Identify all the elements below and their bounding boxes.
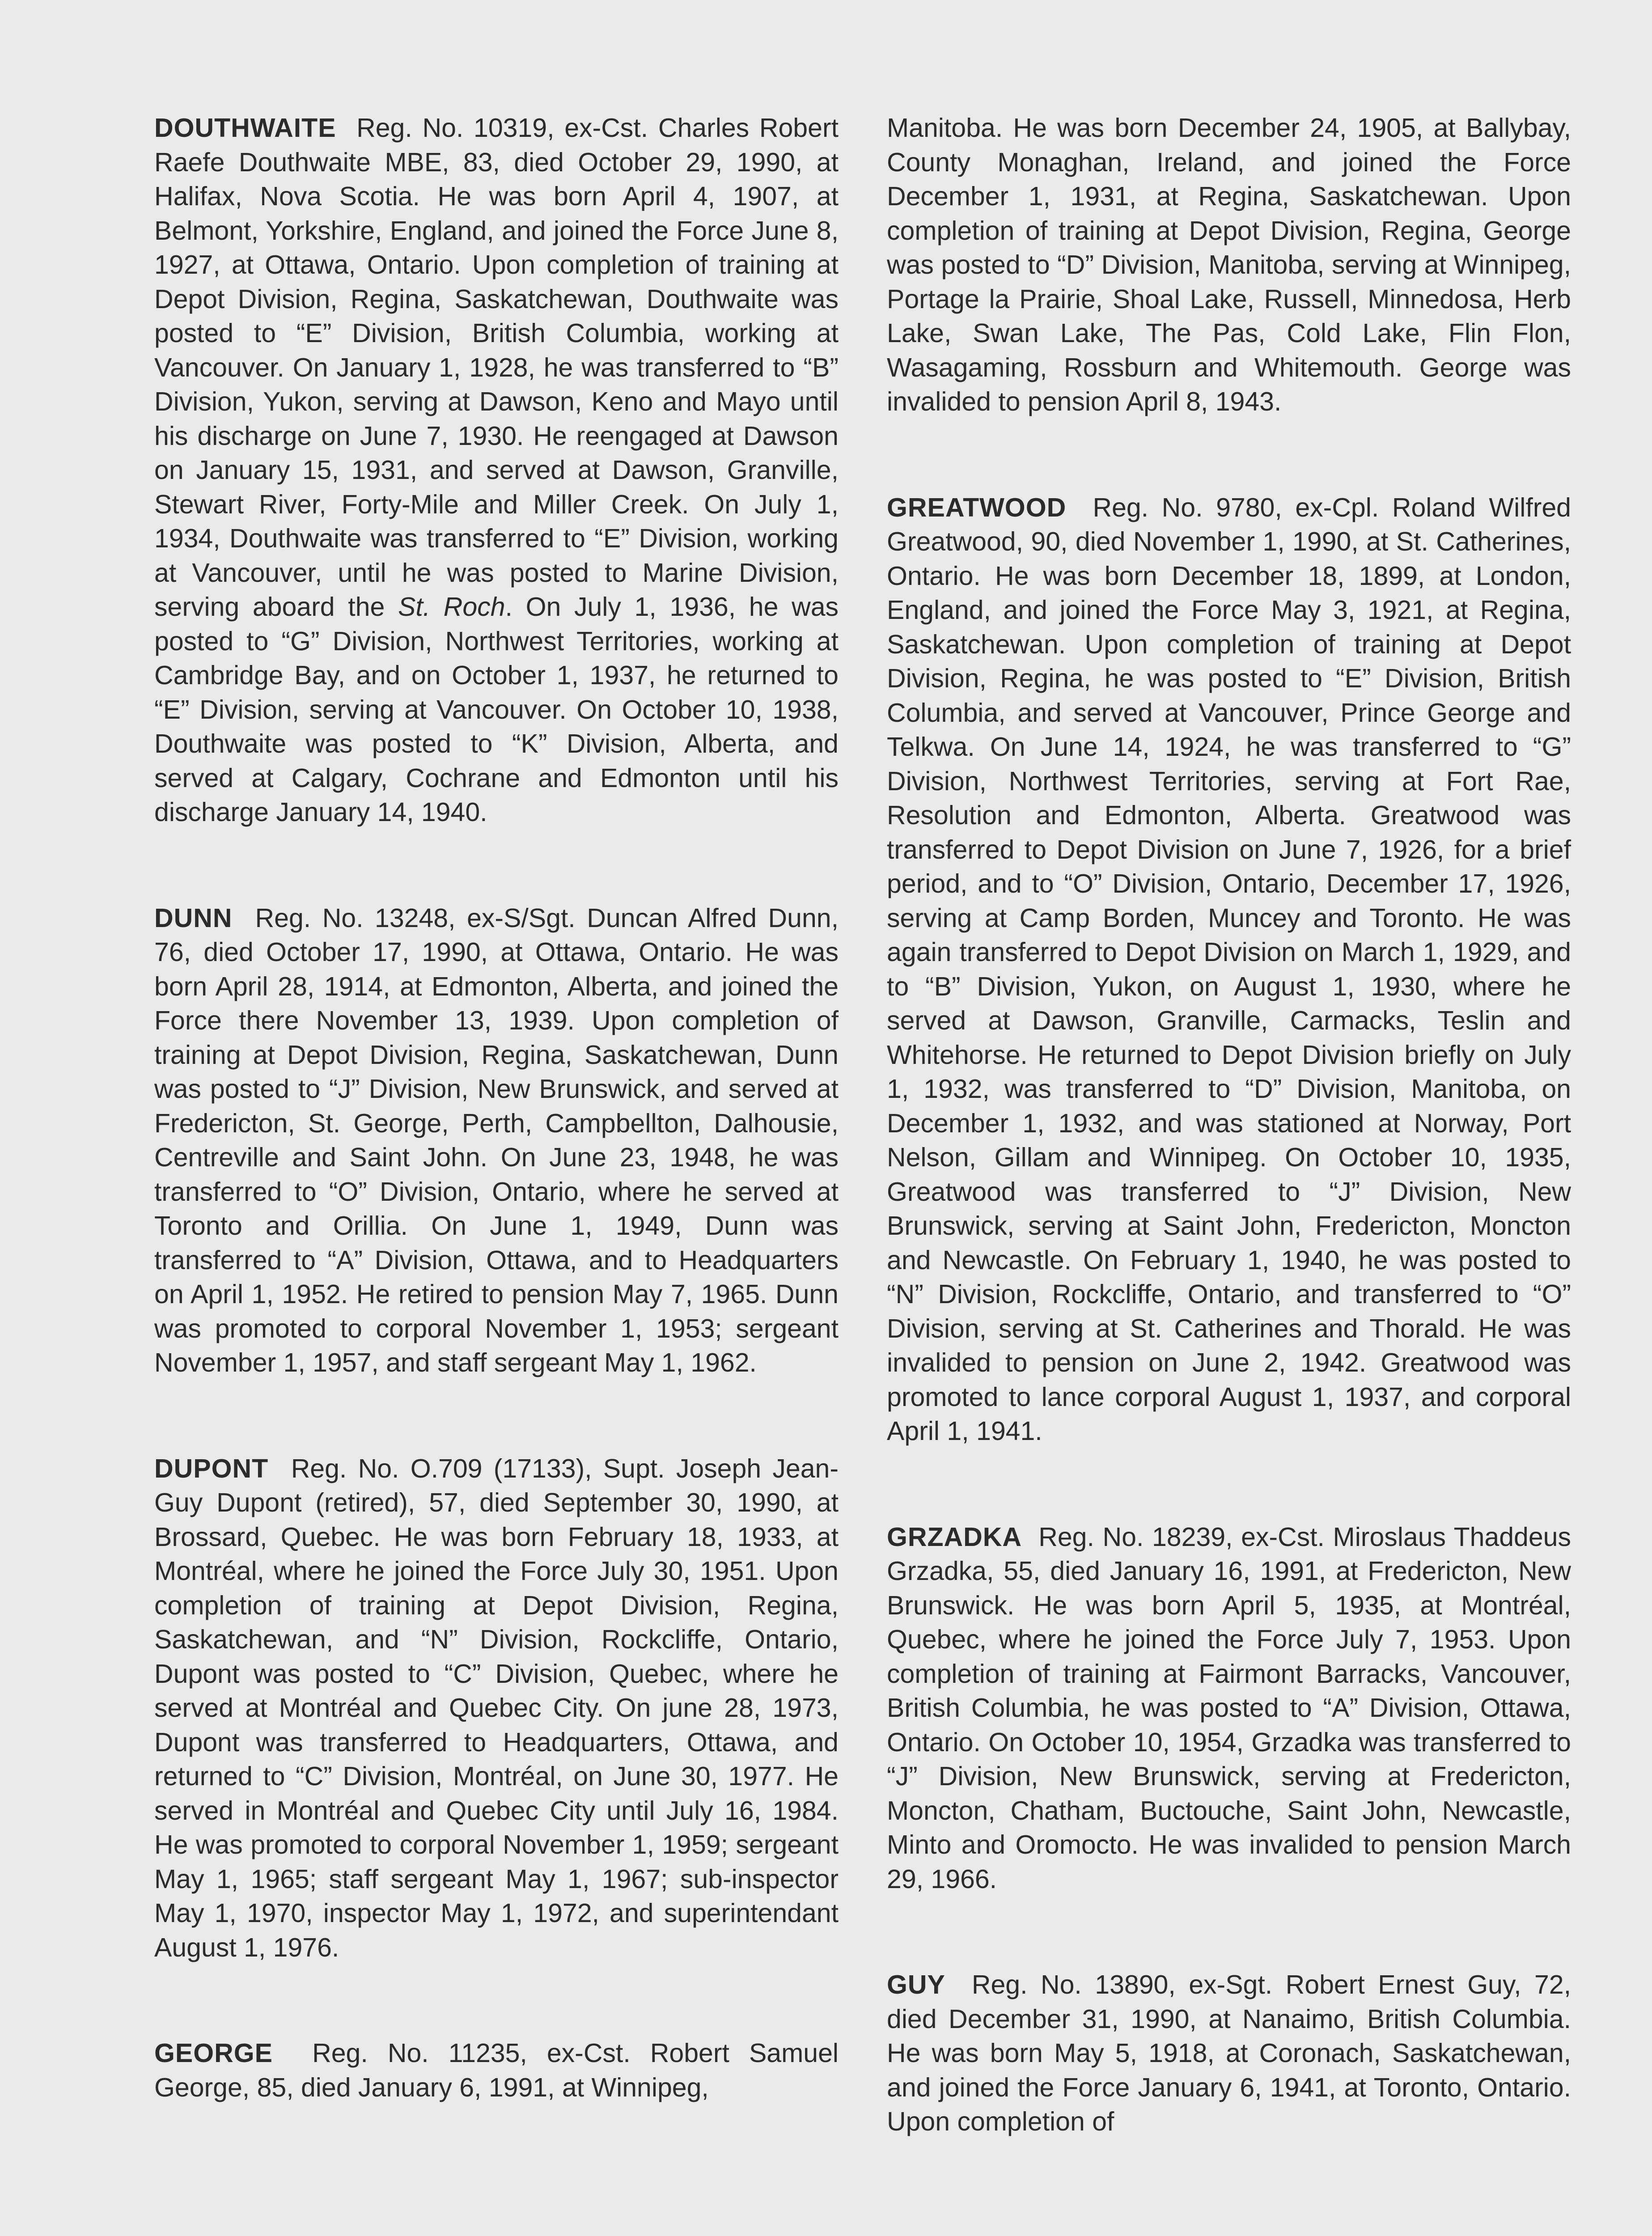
obituary-text — [887, 1520, 1571, 1897]
obituary-entry — [154, 901, 839, 1380]
obituary-body: Manitoba. He was born December 24, 1905, at Ballybay, County Monaghan, Ireland, and joined the Force December 1, 1931, at Regina, Saskatchewan. Upon completion of training at Depot Division, Regina, George was posted to “D” Division, Manitoba, serving at Winnipeg, Portage la Prairie, Shoal Lake, Russell, Minnedosa, Herb Lake, Swan Lake, The Pas, Cold Lake, Flin Flon, Wasagaming, Rossburn and Whitemouth. George was invalided to pension April 8, 1943. — [887, 113, 1571, 416]
obituary-surname: DOUTHWAITE — [154, 113, 336, 143]
obituary-entry — [154, 2036, 839, 2105]
ship-name: St. Roch — [398, 592, 505, 622]
obituary-body: Reg. No. O.709 (17133), Supt. Joseph Jean-Guy Dupont (retired), 57, died September 30, 1990, at Brossard, Quebec. He was born February 18, 1933, at Montréal, where he joined the Force July 30, 1951. Upon completion of training at Depot Division, Regina, Saskatchewan, and “N” Division, Rockcliffe, Ontario, Dupont was posted to “C” Division, Quebec, where he served at Montréal and Quebec City. On june 28, 1973, Dupont was transferred to Headquarters, Ottawa, and returned to “C” Division, Montréal, on June 30, 1977. He served in Montréal and Quebec City until July 16, 1984. He was promoted to corporal November 1, 1959; sergeant May 1, 1965; staff sergeant May 1, 1967; sub-inspector May 1, 1970, inspector May 1, 1972, and superintendant August 1, 1976. — [154, 1453, 839, 1962]
obituary-surname: GEORGE — [154, 2038, 273, 2068]
obituary-entry — [887, 111, 1571, 419]
obituary-body: Reg. No. 18239, ex-Cst. Miroslaus Thaddeus Grzadka, 55, died January 16, 1991, at Fredericton, New Brunswick. He was born April 5, 1935, at Montréal, Quebec, where he joined the Force July 7, 1953. Upon completion of training at Fairmont Barracks, Vancouver, British Columbia, he was posted to “A” Division, Ottawa, Ontario. On October 10, 1954, Grzadka was transferred to “J” Division, New Brunswick, serving at Fredericton, Moncton, Chatham, Buctouche, Saint John, Newcastle, Minto and Oromocto. He was invalided to pension March 29, 1966. — [887, 1522, 1571, 1894]
obituary-text — [154, 111, 839, 830]
obituary-entry — [887, 491, 1571, 1448]
obituary-text — [887, 1968, 1571, 2139]
obituary-body: Reg. No. 13248, ex-S/Sgt. Duncan Alfred Dunn, 76, died October 17, 1990, at Ottawa, Ontario. He was born April 28, 1914, at Edmonton, Alberta, and joined the Force there November 13, 1939. Upon completion of training at Depot Division, Regina, Saskatchewan, Dunn was posted to “J” Division, New Brunswick, and served at Fredericton, St. George, Perth, Campbellton, Dalhousie, Centreville and Saint John. On June 23, 1948, he was transferred to “O” Division, Ontario, where he served at Toronto and Orillia. On June 1, 1949, Dunn was transferred to “A” Division, Ottawa, and to Headquarters on April 1, 1952. He retired to pension May 7, 1965. Dunn was promoted to corporal November 1, 1953; sergeant November 1, 1957, and staff sergeant May 1, 1962. — [154, 903, 839, 1377]
left-column — [154, 111, 839, 2176]
obituary-body: Reg. No. 13890, ex-Sgt. Robert Ernest Guy, 72, died December 31, 1990, at Nanaimo, British Columbia. He was born May 5, 1918, at Coronach, Saskatchewan, and joined the Force January 6, 1941, at Toronto, Ontario. Upon completion of — [887, 1970, 1571, 2136]
obituary-text — [887, 111, 1571, 419]
obituary-entry — [154, 1452, 839, 1965]
obituary-text — [154, 1452, 839, 1965]
obituary-body: Reg. No. 9780, ex-Cpl. Roland Wilfred Greatwood, 90, died November 1, 1990, at St. Catherines, Ontario. He was born December 18, 1899, at London, England, and joined the Force May 3, 1921, at Regina, Saskatchewan. Upon completion of training at Depot Division, Regina, he was posted to “E” Division, British Columbia, and served at Vancouver, Prince George and Telkwa. On June 14, 1924, he was transferred to “G” Division, Northwest Territories, serving at Fort Rae, Resolution and Edmonton, Alberta. Greatwood was transferred to Depot Division on June 7, 1926, for a brief period, and to “O” Division, Ontario, December 17, 1926, serving at Camp Borden, Muncey and Toronto. He was again transferred to Depot Division on March 1, 1929, and to “B” Division, Yukon, on August 1, 1930, where he served at Dawson, Granville, Carmacks, Teslin and Whitehorse. He returned to Depot Division briefly on July 1, 1932, was transferred to “D” Division, Manitoba, on December 1, 1932, and was stationed at Norway, Port Nelson, Gillam and Winnipeg. On October 10, 1935, Greatwood was transferred to “J” Division, New Brunswick, serving at Saint John, Fredericton, Moncton and Newcastle. On February 1, 1940, he was posted to “N” Division, Rockcliffe, Ontario, and transferred to “O” Division, serving at St. Catherines and Thorald. He was invalided to pension on June 2, 1942. Greatwood was promoted to lance corporal August 1, 1937, and corporal April 1, 1941. — [887, 492, 1571, 1446]
obituary-text — [887, 491, 1571, 1448]
obituary-body: Reg. No. 10319, ex-Cst. Charles Robert Raefe Douthwaite MBE, 83, died October 29, 1990, at Halifax, Nova Scotia. He was born April 4, 1907, at Belmont, Yorkshire, England, and joined the Force June 8, 1927, at Ottawa, Ontario. Upon completion of training at Depot Division, Regina, Saskatchewan, Douthwaite was posted to “E” Division, British Columbia, working at Vancouver. On January 1, 1928, he was transferred to “B” Division, Yukon, serving at Dawson, Keno and Mayo until his discharge on June 7, 1930. He reengaged at Dawson on January 15, 1931, and served at Dawson, Granville, Stewart River, Forty-Mile and Miller Creek. On July 1, 1934, Douthwaite was transferred to “E” Division, working at Vancouver, until he was posted to Marine Division, serving aboard the — [154, 113, 839, 622]
right-column — [887, 111, 1571, 2211]
obituary-body: . On July 1, 1936, he was posted to “G” Division, Northwest Territories, working at Cambridge Bay, and on October 1, 1937, he returned to “E” Division, serving at Vancouver. On October 10, 1938, Douthwaite was posted to “K” Division, Alberta, and served at Calgary, Cochrane and Edmonton until his discharge January 14, 1940. — [154, 592, 839, 827]
obituary-surname: DUPONT — [154, 1453, 269, 1483]
obituary-entry — [154, 111, 839, 830]
obituary-surname: DUNN — [154, 903, 233, 933]
obituary-surname: GRZADKA — [887, 1522, 1022, 1552]
obituary-surname: GREATWOOD — [887, 492, 1067, 522]
obituary-entry — [887, 1520, 1571, 1897]
obituary-surname: GUY — [887, 1970, 945, 1999]
obituary-entry — [887, 1968, 1571, 2139]
obituary-text — [154, 2036, 839, 2105]
obituary-text — [154, 901, 839, 1380]
obituary-body: Reg. No. 11235, ex-Cst. Robert Samuel George, 85, died January 6, 1991, at Winnipeg, — [154, 2038, 839, 2102]
